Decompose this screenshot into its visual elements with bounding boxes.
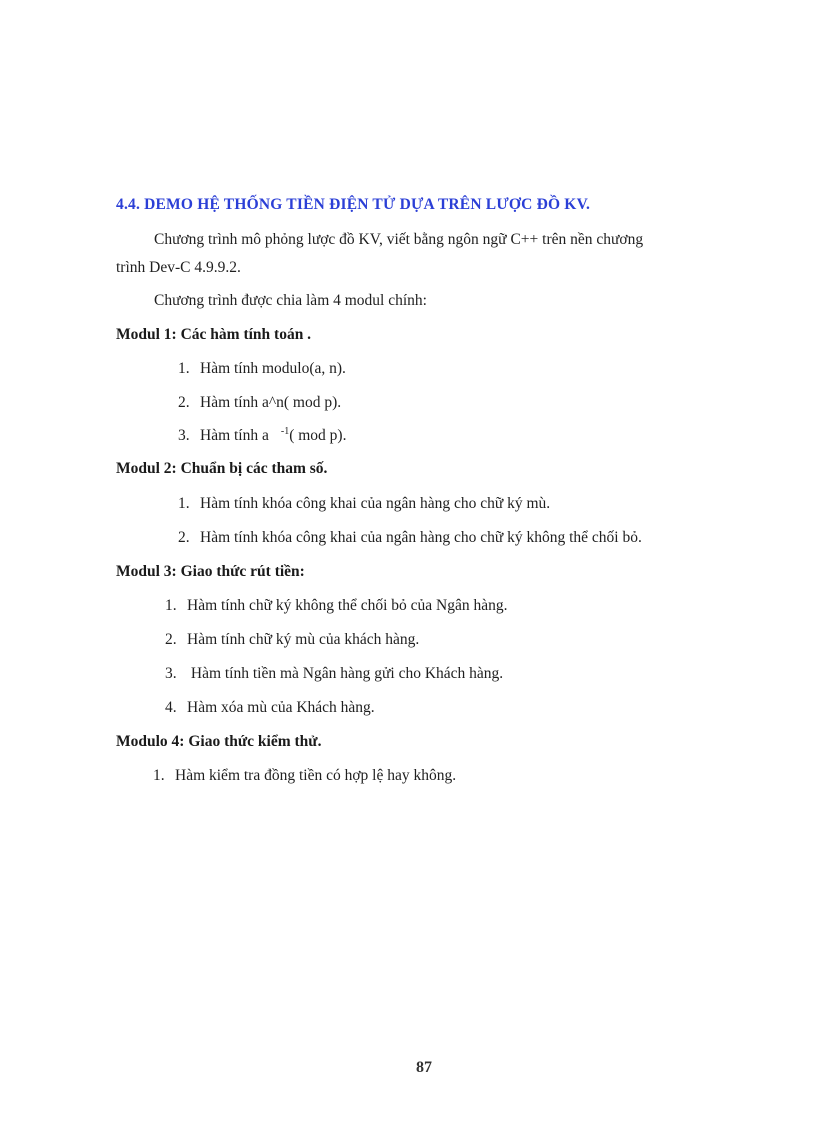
module-1-heading: Modul 1: Các hàm tính toán . — [116, 326, 312, 343]
list-item-text: Hàm tính modulo(a, n). — [200, 360, 346, 377]
module-3-heading: Modul 3: Giao thức rút tiền: — [116, 563, 305, 580]
list-item-number: 3. — [178, 427, 190, 444]
list-item-number: 3. — [165, 665, 177, 682]
intro-paragraph-line-2: trình Dev-C 4.9.9.2. — [116, 259, 241, 276]
list-item — [165, 597, 507, 615]
list-item-number: 1. — [153, 767, 165, 784]
list-item — [165, 665, 503, 683]
section-heading: 4.4. DEMO HỆ THỐNG TIỀN ĐIỆN TỬ DỰA TRÊN LƯỢC ĐỒ KV. — [116, 196, 591, 213]
list-item-text: Hàm tính tiền mà Ngân hàng gửi cho Khách hàng. — [187, 665, 504, 682]
list-item-text: Hàm tính a^n( mod p). — [200, 394, 342, 411]
intro-modules-sentence: Chương trình được chia làm 4 modul chính: — [154, 292, 427, 309]
list-item — [165, 699, 375, 717]
list-item-number: 1. — [165, 597, 177, 614]
intro-paragraph-line-1: Chương trình mô phỏng lược đồ KV, viết bằng ngôn ngữ C++ trên nền chương — [154, 231, 644, 248]
list-item-text: Hàm tính chữ ký không thể chối bỏ của Ngân hàng. — [187, 597, 508, 614]
list-item-text-suffix: ( mod p). — [289, 427, 347, 444]
list-item-text: Hàm kiểm tra đồng tiền có hợp lệ hay không. — [175, 767, 457, 784]
list-item-number: 1. — [178, 495, 190, 512]
list-item-number: 2. — [178, 529, 190, 546]
list-item-number: 4. — [165, 699, 177, 716]
list-item-text: Hàm tính chữ ký mù của khách hàng. — [187, 631, 420, 648]
list-item-text: Hàm tính khóa công khai của ngân hàng cho chữ ký mù. — [200, 495, 551, 512]
list-item-number: 2. — [178, 394, 190, 411]
list-item — [178, 394, 341, 412]
list-item — [153, 767, 456, 785]
page-number: 87 — [416, 1059, 432, 1076]
list-item — [178, 360, 346, 378]
list-item — [178, 529, 642, 547]
inverse-superscript: -1 — [280, 426, 290, 437]
list-item — [165, 631, 419, 649]
list-item-number: 2. — [165, 631, 177, 648]
list-item-text: Hàm xóa mù của Khách hàng. — [187, 699, 375, 716]
list-item-number: 1. — [178, 360, 190, 377]
list-item-text: Hàm tính khóa công khai của ngân hàng cho chữ ký không thể chối bỏ. — [200, 529, 642, 546]
list-item — [178, 427, 346, 445]
module-4-heading: Modulo 4: Giao thức kiểm thử. — [116, 733, 322, 750]
list-item-text: Hàm tính a — [200, 427, 269, 444]
module-2-heading: Modul 2: Chuẩn bị các tham số. — [116, 460, 328, 477]
list-item — [178, 495, 550, 513]
